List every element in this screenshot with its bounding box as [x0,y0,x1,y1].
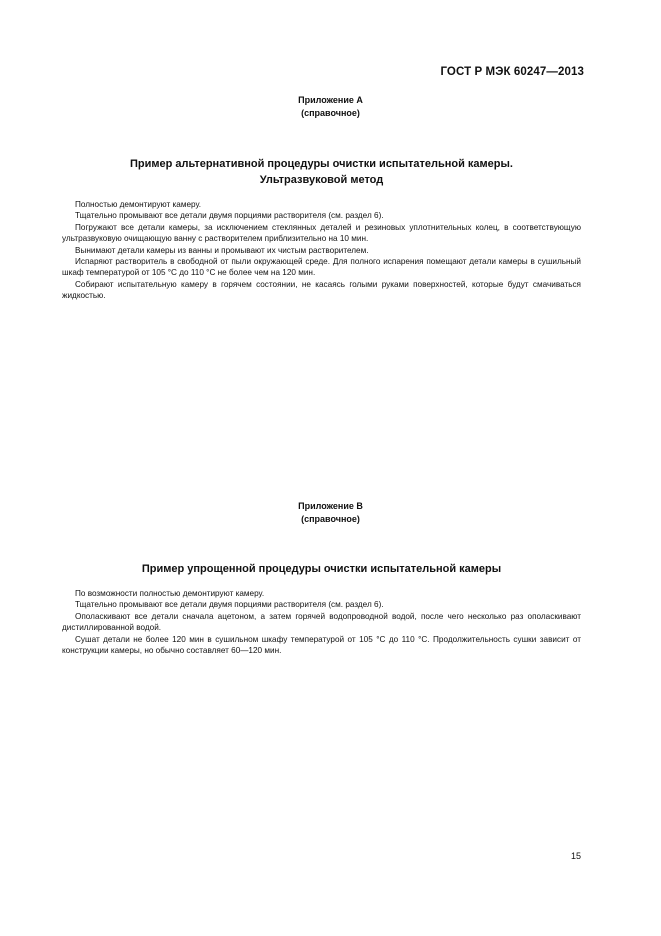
document-header: ГОСТ Р МЭК 60247—2013 [440,66,584,78]
annex-b-note: (справочное) [301,514,360,524]
annex-a-title-line1: Пример альтернативной процедуры очистки испытательной камеры. [130,158,513,170]
annex-b-title: Пример упрощенной процедуры очистки испытательной камеры [141,563,502,575]
paragraph: Погружают все детали камеры, за исключением стеклянных деталей и резиновых уплотнительных колец, в соответствующую ультразвуковую очищающую ванну с растворителем приблизительно на 10 мин. [62,222,581,244]
paragraph: Полностью демонтируют камеру. [75,200,202,209]
annex-b-heading [0,500,661,526]
paragraph: По возможности полностью демонтируют камеру. [75,589,265,598]
paragraph: Ополаскивают все детали сначала ацетоном, а затем горячей водопроводной водой, после чего несколько раз ополаскивают дистиллированной водой. [62,611,581,633]
annex-b-label: Приложение В [298,501,363,511]
annex-a-title-line2: Ультразвуковой метод [259,174,384,186]
annex-a-title [62,156,581,188]
page-number: 15 [570,851,581,861]
annex-a-note: (справочное) [301,108,360,118]
paragraph: Испаряют растворитель в свободной от пыли окружающей среде. Для полного испарения помещают детали камеры в сушильный шкаф температурой от 105 °С до 110 °С не более чем на 120 мин. [62,257,581,278]
annex-a-body [62,199,581,302]
annex-b-body [62,588,581,656]
paragraph: Вынимают детали камеры из ванны и промывают их чистым растворителем. [75,245,369,255]
paragraph: Тщательно промывают все детали двумя порциями растворителя (см. раздел 6). [75,211,384,221]
paragraph: Тщательно промывают все детали двумя порциями растворителя (см. раздел 6). [75,600,384,610]
annex-a-heading [0,94,661,120]
annex-a-label: Приложение А [298,95,363,105]
paragraph: Сушат детали не более 120 мин в сушильном шкафу температурой от 105 °С до 110 °С. Продолжительность сушки зависит от конструкции камеры, но обычно составляет 60—120 мин. [62,634,581,656]
paragraph: Собирают испытательную камеру в горячем состоянии, не касаясь голыми руками поверхностей, которые будут смачиваться жидкостью. [62,279,581,301]
